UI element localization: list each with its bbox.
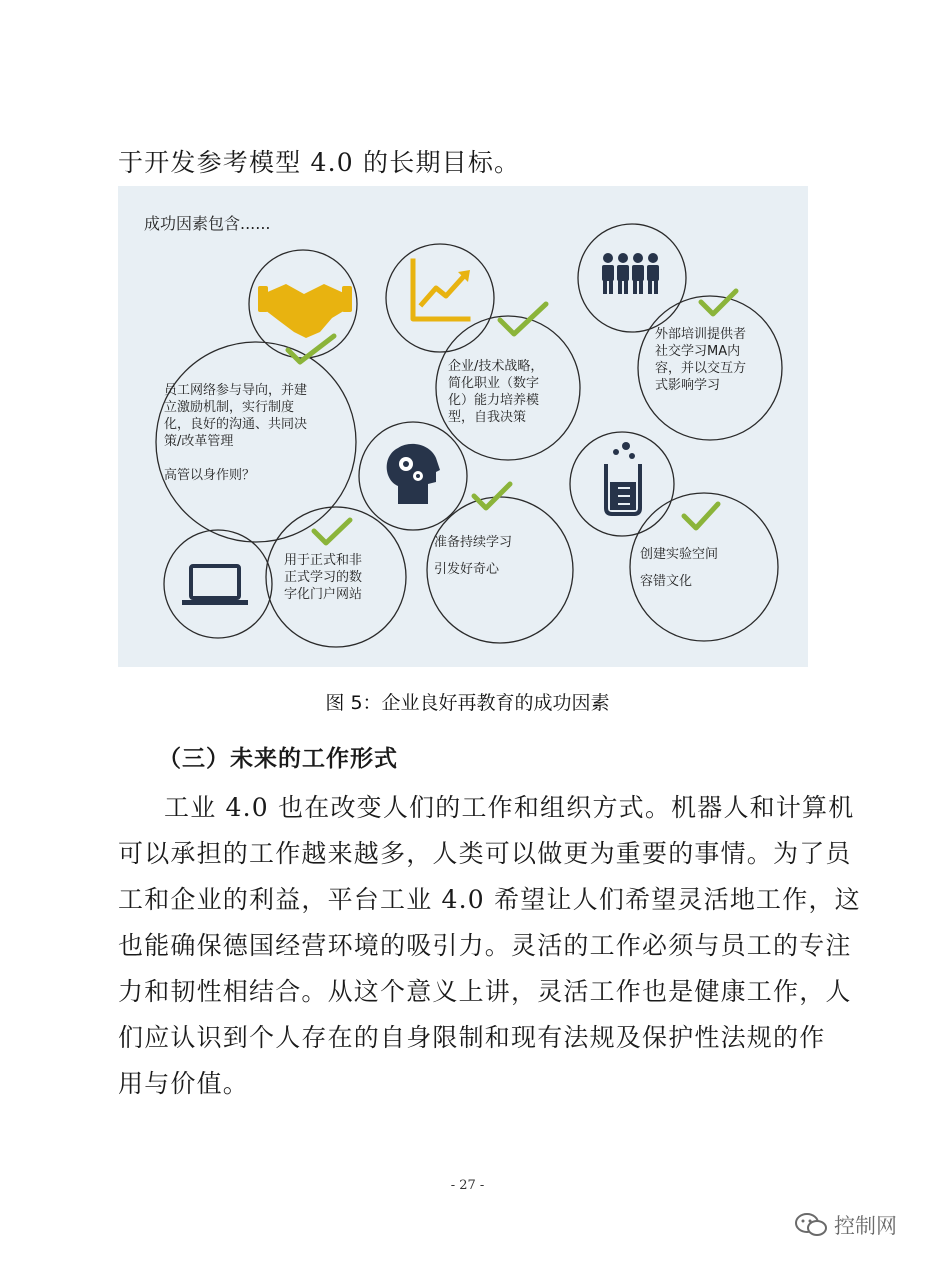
watermark xyxy=(794,1210,897,1240)
chart-icon xyxy=(413,261,468,319)
body-line: 力和韧性相结合。从这个意义上讲，灵活工作也是健康工作，人 xyxy=(118,977,852,1006)
section-heading: （三）未来的工作形式 xyxy=(158,746,398,772)
page-number: - 27 - xyxy=(450,1178,485,1193)
body-line: 可以承担的工作越来越多，人类可以做更为重要的事情。为了员 xyxy=(118,839,852,868)
beaker-icon xyxy=(606,442,640,514)
body-line: 工业 4.0 也在改变人们的工作和组织方式。机器人和计算机 xyxy=(164,793,855,822)
text-digital-portal: 用于正式和非 正式学习的数 字化门户网站 xyxy=(284,553,363,602)
top-text-line: 于开发参考模型 4.0 的长期目标。 xyxy=(118,148,521,177)
people-icon xyxy=(602,253,659,294)
body-line: 用与价值。 xyxy=(118,1069,250,1098)
circle-laptop xyxy=(164,530,272,638)
circle-chart xyxy=(386,244,494,352)
checkmark-icon xyxy=(314,520,350,543)
figure-title: 成功因素包含...... xyxy=(144,214,271,233)
body-line: 也能确保德国经营环境的吸引力。灵活的工作必须与员工的专注 xyxy=(118,931,852,960)
text-experiment-space: 创建实验空间 容错文化 xyxy=(640,547,719,589)
text-continuous-learning: 准备持续学习 引发好奇心 xyxy=(434,535,513,577)
checkmark-icon xyxy=(500,304,546,334)
checkmark-icon xyxy=(684,504,718,528)
checkmark-icon xyxy=(701,291,736,314)
laptop-icon xyxy=(191,566,239,598)
chat-bubbles-icon xyxy=(794,1212,828,1238)
success-factors-figure xyxy=(118,186,808,667)
text-employee-network: 员工网络参与导向，并建 立激励机制，实行制度 化，良好的沟通、共同决 策/改革管理 高管以身作则？ xyxy=(164,383,308,483)
head-gears-icon xyxy=(387,444,440,504)
text-strategy: 企业/技术战略， 简化职业（数字 化）能力培养模 型，自我决策 xyxy=(448,359,544,425)
watermark-text: 控制网 xyxy=(834,1214,897,1238)
laptop-base xyxy=(182,600,248,605)
figure-caption: 图 5：企业良好再教育的成功因素 xyxy=(325,692,610,714)
text-external-training: 外部培训提供者 社交学习MA内 容，并以交互方 式影响学习 xyxy=(655,327,747,393)
checkmark-icon xyxy=(474,484,510,508)
body-line: 们应认识到个人存在的自身限制和现有法规及保护性法规的作 xyxy=(118,1023,826,1052)
body-line: 工和企业的利益，平台工业 4.0 希望让人们希望灵活地工作，这 xyxy=(118,885,861,914)
handshake-icon xyxy=(258,284,352,338)
